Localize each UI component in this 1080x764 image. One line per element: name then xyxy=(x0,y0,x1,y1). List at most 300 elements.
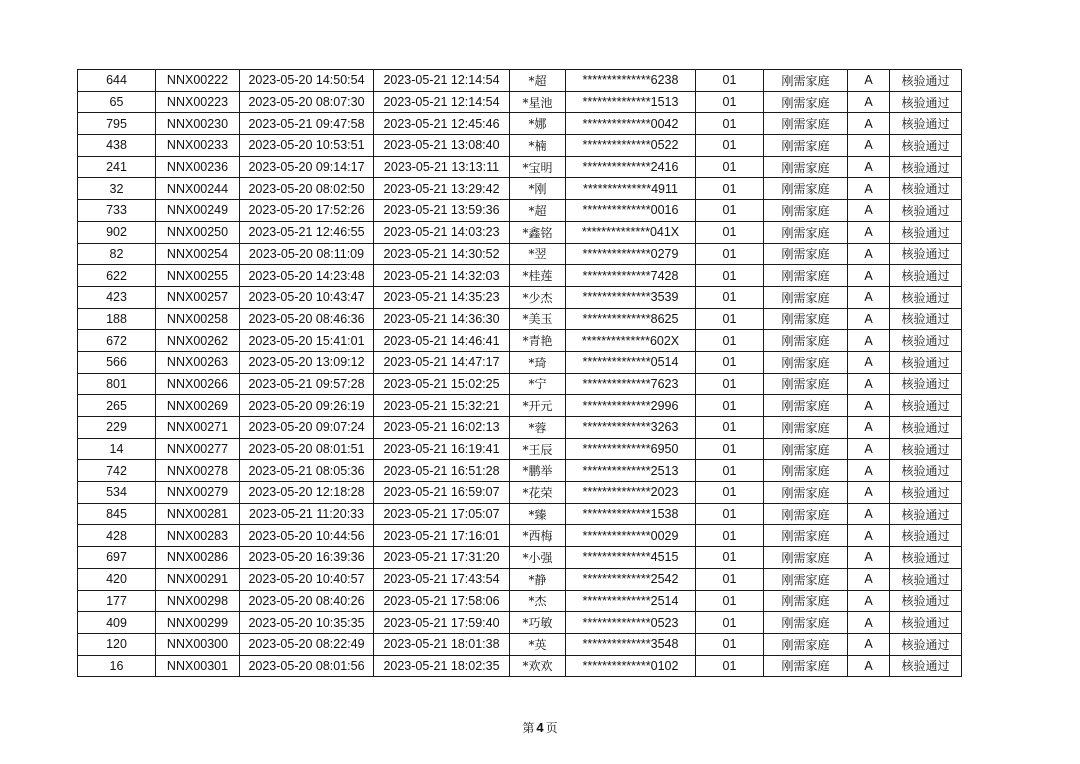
id-number-cell: **************4515 xyxy=(566,547,696,569)
seq-no-cell: 742 xyxy=(78,460,156,482)
table-row xyxy=(78,373,962,395)
member-count-cell: 01 xyxy=(696,221,764,243)
verify-time-cell: 2023-05-21 17:43:54 xyxy=(374,568,510,590)
verify-status-cell: 核验通过 xyxy=(890,265,962,287)
verify-status-cell: 核验通过 xyxy=(890,612,962,634)
reg-no-cell: NNX00283 xyxy=(156,525,240,547)
seq-no-cell: 672 xyxy=(78,330,156,352)
seq-no-cell: 795 xyxy=(78,113,156,135)
member-count-cell: 01 xyxy=(696,243,764,265)
seq-no-cell: 534 xyxy=(78,482,156,504)
id-number-cell: **************4911 xyxy=(566,178,696,200)
member-count-cell: 01 xyxy=(696,70,764,92)
grade-cell: A xyxy=(848,200,890,222)
applicant-name-cell: *星池 xyxy=(510,91,566,113)
verify-time-cell: 2023-05-21 16:59:07 xyxy=(374,482,510,504)
table-row xyxy=(78,91,962,113)
reg-no-cell: NNX00255 xyxy=(156,265,240,287)
verify-time-cell: 2023-05-21 14:32:03 xyxy=(374,265,510,287)
table-row xyxy=(78,243,962,265)
member-count-cell: 01 xyxy=(696,438,764,460)
family-type-cell: 刚需家庭 xyxy=(764,265,848,287)
reg-no-cell: NNX00254 xyxy=(156,243,240,265)
reg-no-cell: NNX00223 xyxy=(156,91,240,113)
applicant-name-cell: *花荣 xyxy=(510,482,566,504)
verify-status-cell: 核验通过 xyxy=(890,438,962,460)
table-row xyxy=(78,482,962,504)
verify-status-cell: 核验通过 xyxy=(890,200,962,222)
table-row xyxy=(78,351,962,373)
grade-cell: A xyxy=(848,351,890,373)
member-count-cell: 01 xyxy=(696,503,764,525)
id-number-cell: **************1513 xyxy=(566,91,696,113)
seq-no-cell: 265 xyxy=(78,395,156,417)
verify-time-cell: 2023-05-21 17:05:07 xyxy=(374,503,510,525)
family-type-cell: 刚需家庭 xyxy=(764,633,848,655)
seq-no-cell: 409 xyxy=(78,612,156,634)
family-type-cell: 刚需家庭 xyxy=(764,200,848,222)
grade-cell: A xyxy=(848,590,890,612)
grade-cell: A xyxy=(848,70,890,92)
applicant-name-cell: *刚 xyxy=(510,178,566,200)
grade-cell: A xyxy=(848,655,890,677)
member-count-cell: 01 xyxy=(696,265,764,287)
seq-no-cell: 733 xyxy=(78,200,156,222)
applicant-name-cell: *杰 xyxy=(510,590,566,612)
footer-prefix: 第 xyxy=(522,721,535,735)
id-number-cell: **************2416 xyxy=(566,156,696,178)
reg-no-cell: NNX00233 xyxy=(156,135,240,157)
verify-time-cell: 2023-05-21 16:02:13 xyxy=(374,417,510,439)
grade-cell: A xyxy=(848,503,890,525)
verify-time-cell: 2023-05-21 12:14:54 xyxy=(374,70,510,92)
member-count-cell: 01 xyxy=(696,395,764,417)
verify-time-cell: 2023-05-21 15:32:21 xyxy=(374,395,510,417)
submit-time-cell: 2023-05-20 10:53:51 xyxy=(240,135,374,157)
family-type-cell: 刚需家庭 xyxy=(764,460,848,482)
submit-time-cell: 2023-05-21 12:46:55 xyxy=(240,221,374,243)
submit-time-cell: 2023-05-20 09:07:24 xyxy=(240,417,374,439)
seq-no-cell: 801 xyxy=(78,373,156,395)
reg-no-cell: NNX00258 xyxy=(156,308,240,330)
applicant-name-cell: *小强 xyxy=(510,547,566,569)
grade-cell: A xyxy=(848,221,890,243)
verify-time-cell: 2023-05-21 16:19:41 xyxy=(374,438,510,460)
submit-time-cell: 2023-05-20 08:22:49 xyxy=(240,633,374,655)
reg-no-cell: NNX00222 xyxy=(156,70,240,92)
grade-cell: A xyxy=(848,156,890,178)
id-number-cell: **************0042 xyxy=(566,113,696,135)
table-row xyxy=(78,417,962,439)
submit-time-cell: 2023-05-21 11:20:33 xyxy=(240,503,374,525)
reg-no-cell: NNX00271 xyxy=(156,417,240,439)
member-count-cell: 01 xyxy=(696,568,764,590)
id-number-cell: **************0279 xyxy=(566,243,696,265)
grade-cell: A xyxy=(848,460,890,482)
grade-cell: A xyxy=(848,633,890,655)
applicant-name-cell: *英 xyxy=(510,633,566,655)
family-type-cell: 刚需家庭 xyxy=(764,308,848,330)
table-row xyxy=(78,70,962,92)
table-row xyxy=(78,178,962,200)
applicant-name-cell: *宁 xyxy=(510,373,566,395)
seq-no-cell: 423 xyxy=(78,286,156,308)
submit-time-cell: 2023-05-20 16:39:36 xyxy=(240,547,374,569)
table-row xyxy=(78,113,962,135)
family-type-cell: 刚需家庭 xyxy=(764,221,848,243)
family-type-cell: 刚需家庭 xyxy=(764,417,848,439)
verify-status-cell: 核验通过 xyxy=(890,395,962,417)
applicant-name-cell: *娜 xyxy=(510,113,566,135)
verify-status-cell: 核验通过 xyxy=(890,135,962,157)
verify-status-cell: 核验通过 xyxy=(890,178,962,200)
table-body xyxy=(78,70,962,677)
submit-time-cell: 2023-05-20 08:02:50 xyxy=(240,178,374,200)
applicant-name-cell: *鹏举 xyxy=(510,460,566,482)
grade-cell: A xyxy=(848,113,890,135)
verify-status-cell: 核验通过 xyxy=(890,655,962,677)
verify-status-cell: 核验通过 xyxy=(890,568,962,590)
family-type-cell: 刚需家庭 xyxy=(764,395,848,417)
verify-status-cell: 核验通过 xyxy=(890,590,962,612)
verify-status-cell: 核验通过 xyxy=(890,330,962,352)
applicant-name-cell: *西梅 xyxy=(510,525,566,547)
family-type-cell: 刚需家庭 xyxy=(764,503,848,525)
id-number-cell: **************0514 xyxy=(566,351,696,373)
table-row xyxy=(78,590,962,612)
reg-no-cell: NNX00266 xyxy=(156,373,240,395)
table-row xyxy=(78,156,962,178)
applicant-name-cell: *超 xyxy=(510,200,566,222)
member-count-cell: 01 xyxy=(696,91,764,113)
member-count-cell: 01 xyxy=(696,308,764,330)
seq-no-cell: 902 xyxy=(78,221,156,243)
table-row xyxy=(78,633,962,655)
family-type-cell: 刚需家庭 xyxy=(764,70,848,92)
applicant-name-cell: *欢欢 xyxy=(510,655,566,677)
reg-no-cell: NNX00257 xyxy=(156,286,240,308)
reg-no-cell: NNX00299 xyxy=(156,612,240,634)
id-number-cell: **************041X xyxy=(566,221,696,243)
submit-time-cell: 2023-05-20 09:14:17 xyxy=(240,156,374,178)
submit-time-cell: 2023-05-21 08:05:36 xyxy=(240,460,374,482)
table-row xyxy=(78,265,962,287)
applicant-name-cell: *王辰 xyxy=(510,438,566,460)
applicant-name-cell: *开元 xyxy=(510,395,566,417)
submit-time-cell: 2023-05-20 08:07:30 xyxy=(240,91,374,113)
id-number-cell: **************3263 xyxy=(566,417,696,439)
family-type-cell: 刚需家庭 xyxy=(764,525,848,547)
applicant-name-cell: *美玉 xyxy=(510,308,566,330)
applicant-name-cell: *超 xyxy=(510,70,566,92)
id-number-cell: **************2514 xyxy=(566,590,696,612)
family-type-cell: 刚需家庭 xyxy=(764,330,848,352)
applicant-name-cell: *琦 xyxy=(510,351,566,373)
seq-no-cell: 14 xyxy=(78,438,156,460)
grade-cell: A xyxy=(848,417,890,439)
family-type-cell: 刚需家庭 xyxy=(764,590,848,612)
reg-no-cell: NNX00250 xyxy=(156,221,240,243)
id-number-cell: **************7623 xyxy=(566,373,696,395)
id-number-cell: **************2023 xyxy=(566,482,696,504)
id-number-cell: **************602X xyxy=(566,330,696,352)
table-row xyxy=(78,221,962,243)
id-number-cell: **************6238 xyxy=(566,70,696,92)
submit-time-cell: 2023-05-20 10:43:47 xyxy=(240,286,374,308)
seq-no-cell: 120 xyxy=(78,633,156,655)
seq-no-cell: 420 xyxy=(78,568,156,590)
verify-time-cell: 2023-05-21 14:47:17 xyxy=(374,351,510,373)
reg-no-cell: NNX00263 xyxy=(156,351,240,373)
grade-cell: A xyxy=(848,373,890,395)
verify-time-cell: 2023-05-21 12:45:46 xyxy=(374,113,510,135)
id-number-cell: **************2513 xyxy=(566,460,696,482)
family-type-cell: 刚需家庭 xyxy=(764,156,848,178)
grade-cell: A xyxy=(848,265,890,287)
submit-time-cell: 2023-05-20 12:18:28 xyxy=(240,482,374,504)
family-type-cell: 刚需家庭 xyxy=(764,568,848,590)
submit-time-cell: 2023-05-20 08:11:09 xyxy=(240,243,374,265)
family-type-cell: 刚需家庭 xyxy=(764,482,848,504)
verify-status-cell: 核验通过 xyxy=(890,308,962,330)
verify-time-cell: 2023-05-21 14:03:23 xyxy=(374,221,510,243)
submit-time-cell: 2023-05-20 08:40:26 xyxy=(240,590,374,612)
reg-no-cell: NNX00262 xyxy=(156,330,240,352)
verify-status-cell: 核验通过 xyxy=(890,113,962,135)
table-row xyxy=(78,330,962,352)
applicant-name-cell: *巧敏 xyxy=(510,612,566,634)
id-number-cell: **************3548 xyxy=(566,633,696,655)
verify-status-cell: 核验通过 xyxy=(890,525,962,547)
submit-time-cell: 2023-05-20 08:01:51 xyxy=(240,438,374,460)
family-type-cell: 刚需家庭 xyxy=(764,351,848,373)
verify-time-cell: 2023-05-21 17:58:06 xyxy=(374,590,510,612)
verify-status-cell: 核验通过 xyxy=(890,243,962,265)
applicant-name-cell: *青艳 xyxy=(510,330,566,352)
table-row xyxy=(78,286,962,308)
seq-no-cell: 82 xyxy=(78,243,156,265)
family-type-cell: 刚需家庭 xyxy=(764,547,848,569)
verify-status-cell: 核验通过 xyxy=(890,460,962,482)
family-type-cell: 刚需家庭 xyxy=(764,655,848,677)
seq-no-cell: 229 xyxy=(78,417,156,439)
seq-no-cell: 32 xyxy=(78,178,156,200)
submit-time-cell: 2023-05-20 15:41:01 xyxy=(240,330,374,352)
member-count-cell: 01 xyxy=(696,655,764,677)
verify-time-cell: 2023-05-21 14:30:52 xyxy=(374,243,510,265)
grade-cell: A xyxy=(848,286,890,308)
verify-status-cell: 核验通过 xyxy=(890,547,962,569)
verify-time-cell: 2023-05-21 13:59:36 xyxy=(374,200,510,222)
member-count-cell: 01 xyxy=(696,525,764,547)
verify-status-cell: 核验通过 xyxy=(890,156,962,178)
applicant-name-cell: *少杰 xyxy=(510,286,566,308)
applicant-name-cell: *蓉 xyxy=(510,417,566,439)
family-type-cell: 刚需家庭 xyxy=(764,91,848,113)
id-number-cell: **************3539 xyxy=(566,286,696,308)
page-footer xyxy=(0,719,1080,736)
id-number-cell: **************0102 xyxy=(566,655,696,677)
grade-cell: A xyxy=(848,178,890,200)
reg-no-cell: NNX00230 xyxy=(156,113,240,135)
submit-time-cell: 2023-05-21 09:47:58 xyxy=(240,113,374,135)
verify-time-cell: 2023-05-21 13:13:11 xyxy=(374,156,510,178)
submit-time-cell: 2023-05-20 13:09:12 xyxy=(240,351,374,373)
verify-status-cell: 核验通过 xyxy=(890,286,962,308)
seq-no-cell: 177 xyxy=(78,590,156,612)
member-count-cell: 01 xyxy=(696,460,764,482)
verify-time-cell: 2023-05-21 18:01:38 xyxy=(374,633,510,655)
submit-time-cell: 2023-05-20 10:35:35 xyxy=(240,612,374,634)
verify-time-cell: 2023-05-21 18:02:35 xyxy=(374,655,510,677)
reg-no-cell: NNX00300 xyxy=(156,633,240,655)
verify-status-cell: 核验通过 xyxy=(890,503,962,525)
id-number-cell: **************0523 xyxy=(566,612,696,634)
table-row xyxy=(78,308,962,330)
table-row xyxy=(78,395,962,417)
verify-time-cell: 2023-05-21 14:36:30 xyxy=(374,308,510,330)
applicant-name-cell: *宝明 xyxy=(510,156,566,178)
table-row xyxy=(78,547,962,569)
verify-time-cell: 2023-05-21 17:59:40 xyxy=(374,612,510,634)
table-row xyxy=(78,200,962,222)
seq-no-cell: 845 xyxy=(78,503,156,525)
member-count-cell: 01 xyxy=(696,286,764,308)
applicant-name-cell: *臻 xyxy=(510,503,566,525)
member-count-cell: 01 xyxy=(696,135,764,157)
applicant-name-cell: *桂莲 xyxy=(510,265,566,287)
page-number: 4 xyxy=(536,720,544,735)
member-count-cell: 01 xyxy=(696,590,764,612)
reg-no-cell: NNX00286 xyxy=(156,547,240,569)
id-number-cell: **************0522 xyxy=(566,135,696,157)
table-row xyxy=(78,503,962,525)
seq-no-cell: 438 xyxy=(78,135,156,157)
family-type-cell: 刚需家庭 xyxy=(764,135,848,157)
applicant-name-cell: *静 xyxy=(510,568,566,590)
verify-time-cell: 2023-05-21 13:08:40 xyxy=(374,135,510,157)
seq-no-cell: 241 xyxy=(78,156,156,178)
table-row xyxy=(78,438,962,460)
member-count-cell: 01 xyxy=(696,200,764,222)
verify-status-cell: 核验通过 xyxy=(890,351,962,373)
reg-no-cell: NNX00249 xyxy=(156,200,240,222)
table-row xyxy=(78,460,962,482)
id-number-cell: **************0029 xyxy=(566,525,696,547)
verify-status-cell: 核验通过 xyxy=(890,70,962,92)
member-count-cell: 01 xyxy=(696,351,764,373)
member-count-cell: 01 xyxy=(696,113,764,135)
submit-time-cell: 2023-05-20 17:52:26 xyxy=(240,200,374,222)
table-row xyxy=(78,612,962,634)
reg-no-cell: NNX00281 xyxy=(156,503,240,525)
grade-cell: A xyxy=(848,308,890,330)
verify-time-cell: 2023-05-21 13:29:42 xyxy=(374,178,510,200)
member-count-cell: 01 xyxy=(696,156,764,178)
submit-time-cell: 2023-05-20 14:50:54 xyxy=(240,70,374,92)
member-count-cell: 01 xyxy=(696,373,764,395)
submit-time-cell: 2023-05-21 09:57:28 xyxy=(240,373,374,395)
verify-time-cell: 2023-05-21 12:14:54 xyxy=(374,91,510,113)
verify-time-cell: 2023-05-21 14:35:23 xyxy=(374,286,510,308)
grade-cell: A xyxy=(848,612,890,634)
reg-no-cell: NNX00244 xyxy=(156,178,240,200)
seq-no-cell: 65 xyxy=(78,91,156,113)
grade-cell: A xyxy=(848,568,890,590)
reg-no-cell: NNX00236 xyxy=(156,156,240,178)
member-count-cell: 01 xyxy=(696,547,764,569)
verify-time-cell: 2023-05-21 16:51:28 xyxy=(374,460,510,482)
member-count-cell: 01 xyxy=(696,330,764,352)
member-count-cell: 01 xyxy=(696,612,764,634)
reg-no-cell: NNX00279 xyxy=(156,482,240,504)
verify-status-cell: 核验通过 xyxy=(890,417,962,439)
submit-time-cell: 2023-05-20 10:40:57 xyxy=(240,568,374,590)
reg-no-cell: NNX00278 xyxy=(156,460,240,482)
table-row xyxy=(78,568,962,590)
reg-no-cell: NNX00277 xyxy=(156,438,240,460)
family-type-cell: 刚需家庭 xyxy=(764,286,848,308)
verify-status-cell: 核验通过 xyxy=(890,221,962,243)
verify-time-cell: 2023-05-21 17:16:01 xyxy=(374,525,510,547)
id-number-cell: **************2996 xyxy=(566,395,696,417)
member-count-cell: 01 xyxy=(696,417,764,439)
reg-no-cell: NNX00301 xyxy=(156,655,240,677)
table-row xyxy=(78,655,962,677)
grade-cell: A xyxy=(848,547,890,569)
grade-cell: A xyxy=(848,482,890,504)
id-number-cell: **************6950 xyxy=(566,438,696,460)
verify-time-cell: 2023-05-21 15:02:25 xyxy=(374,373,510,395)
footer-suffix: 页 xyxy=(545,721,558,735)
grade-cell: A xyxy=(848,91,890,113)
family-type-cell: 刚需家庭 xyxy=(764,243,848,265)
id-number-cell: **************7428 xyxy=(566,265,696,287)
reg-no-cell: NNX00269 xyxy=(156,395,240,417)
family-type-cell: 刚需家庭 xyxy=(764,438,848,460)
family-type-cell: 刚需家庭 xyxy=(764,612,848,634)
family-type-cell: 刚需家庭 xyxy=(764,373,848,395)
submit-time-cell: 2023-05-20 08:01:56 xyxy=(240,655,374,677)
submit-time-cell: 2023-05-20 08:46:36 xyxy=(240,308,374,330)
records-table xyxy=(77,69,962,677)
table-row xyxy=(78,525,962,547)
grade-cell: A xyxy=(848,395,890,417)
verify-status-cell: 核验通过 xyxy=(890,633,962,655)
seq-no-cell: 188 xyxy=(78,308,156,330)
seq-no-cell: 428 xyxy=(78,525,156,547)
grade-cell: A xyxy=(848,525,890,547)
id-number-cell: **************8625 xyxy=(566,308,696,330)
verify-time-cell: 2023-05-21 17:31:20 xyxy=(374,547,510,569)
verify-time-cell: 2023-05-21 14:46:41 xyxy=(374,330,510,352)
applicant-name-cell: *翌 xyxy=(510,243,566,265)
grade-cell: A xyxy=(848,438,890,460)
family-type-cell: 刚需家庭 xyxy=(764,178,848,200)
seq-no-cell: 644 xyxy=(78,70,156,92)
id-number-cell: **************1538 xyxy=(566,503,696,525)
grade-cell: A xyxy=(848,243,890,265)
applicant-name-cell: *鑫铭 xyxy=(510,221,566,243)
table-row xyxy=(78,135,962,157)
grade-cell: A xyxy=(848,330,890,352)
family-type-cell: 刚需家庭 xyxy=(764,113,848,135)
reg-no-cell: NNX00291 xyxy=(156,568,240,590)
reg-no-cell: NNX00298 xyxy=(156,590,240,612)
seq-no-cell: 566 xyxy=(78,351,156,373)
seq-no-cell: 697 xyxy=(78,547,156,569)
seq-no-cell: 16 xyxy=(78,655,156,677)
